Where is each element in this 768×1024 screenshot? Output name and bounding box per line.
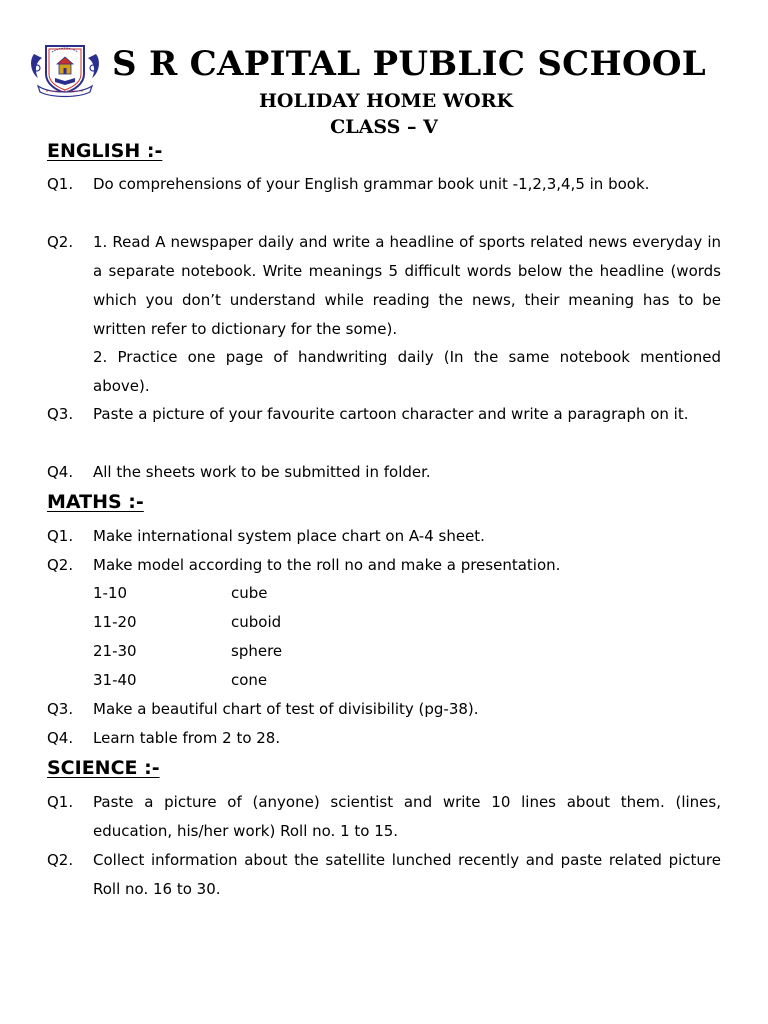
- english-q2-label: Q2.: [47, 233, 74, 251]
- science-q2-label: Q2.: [47, 851, 74, 869]
- maths-q1-label: Q1.: [47, 527, 74, 545]
- class-label: CLASS – V: [330, 116, 438, 138]
- science-heading: SCIENCE :-: [47, 757, 160, 779]
- maths-q4-text: Learn table from 2 to 28.: [93, 729, 281, 747]
- science-q2-text: Collect information about the satellite lunched recently and paste related picture Roll no. 16 to 30.: [93, 851, 721, 898]
- english-q4-label: Q4.: [47, 463, 74, 481]
- roll-shape: cone: [231, 671, 268, 689]
- roll-shape: cube: [231, 584, 268, 602]
- page-subtitle: HOLIDAY HOME WORK: [258, 90, 514, 112]
- english-q1-text: Do comprehensions of your English grammar book unit -1,2,3,4,5 in book.: [93, 175, 650, 193]
- english-q3-label: Q3.: [47, 405, 74, 423]
- maths-q1-text: Make international system place chart on A-4 sheet.: [93, 527, 485, 545]
- maths-heading: MATHS :-: [47, 491, 144, 513]
- science-q1-label: Q1.: [47, 793, 74, 811]
- maths-q4-label: Q4.: [47, 729, 74, 747]
- roll-shape: sphere: [231, 642, 283, 660]
- english-q4-text: All the sheets work to be submitted in folder.: [93, 463, 431, 481]
- roll-shape: cuboid: [231, 613, 282, 631]
- science-q1-text: Paste a picture of (anyone) scientist and write 10 lines about them. (lines, education, his/her work) Roll no. 1 to 15.: [93, 793, 721, 840]
- maths-q2-label: Q2.: [47, 556, 74, 574]
- maths-q3-text: Make a beautiful chart of test of divisibility (pg-38).: [93, 700, 479, 718]
- maths-q3-label: Q3.: [47, 700, 74, 718]
- english-q2-part1-text: 1. Read A newspaper daily and write a headline of sports related news everyday in a separate notebook. Write meanings 5 difficult words below the headline (words which you don’t understand while reading the news, their meaning has to be written refer to dictionary for the some).: [93, 233, 721, 338]
- school-name: S R CAPITAL PUBLIC SCHOOL: [112, 44, 706, 84]
- english-heading: ENGLISH :-: [47, 140, 163, 162]
- roll-range: 31-40: [93, 671, 137, 689]
- english-q2-part2-text: 2. Practice one page of handwriting daily (In the same notebook mentioned above).: [93, 348, 721, 395]
- roll-range: 11-20: [93, 613, 137, 631]
- english-q1-label: Q1.: [47, 175, 74, 193]
- roll-range: 21-30: [93, 642, 137, 660]
- maths-q2-text: Make model according to the roll no and make a presentation.: [93, 556, 561, 574]
- english-q3-text: Paste a picture of your favourite cartoon character and write a paragraph on it.: [93, 405, 689, 423]
- roll-range: 1-10: [93, 584, 128, 602]
